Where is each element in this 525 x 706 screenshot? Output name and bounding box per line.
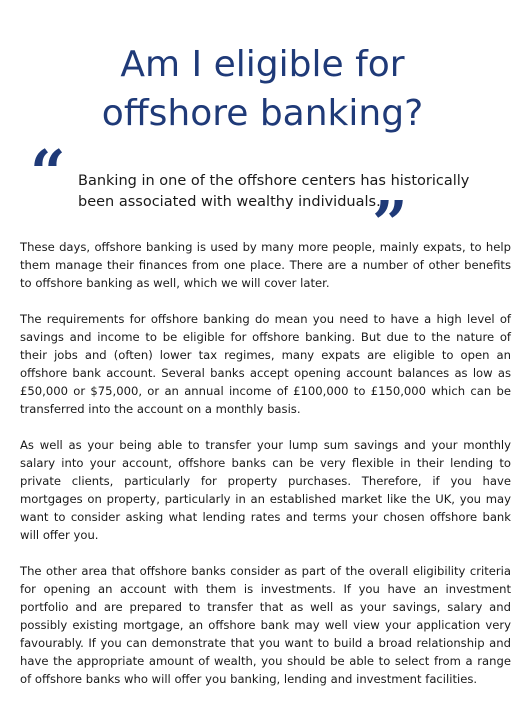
page-title bbox=[0, 40, 525, 138]
close-quote-mark-icon: ” bbox=[372, 187, 408, 260]
body-paragraph: The other area that offshore banks consider as part of the overall eligibility criteria for opening an account with them is investments. If you have an investment portfolio and are prepared to transfer that as well as your savings, salary and possibly existing mortgage, an offshore bank may well view your application very favourably. If you can demonstrate that you want to build a broad relationship and have the appropriate amount of wealth, you should be able to select from a range of offshore banks who will offer you banking, lending and investment facilities. bbox=[20, 564, 511, 686]
pull-quote: Banking in one of the offshore centers has historically been associated with wealthy individuals. bbox=[78, 173, 470, 210]
open-quote-mark-icon: “ bbox=[30, 136, 66, 209]
body-paragraph: As well as your being able to transfer your lump sum savings and your monthly salary into your account, offshore banks can be very flexible in their lending to private clients, particularly for property purchases. Therefore, if you have mortgages on property, particularly in an established market like the UK, you may want to consider asking what lending rates and terms your chosen offshore bank will offer you. bbox=[20, 438, 511, 542]
body-paragraph: The requirements for offshore banking do mean you need to have a high level of savings and income to be eligible for offshore banking. But due to the nature of their jobs and (often) lower tax regimes, many expats are eligible to open an offshore bank account. Several banks accept opening account balances as low as £50,000 or $75,000, or an annual income of £100,000 to £150,000 which can be transferred into the account on a monthly basis. bbox=[20, 312, 511, 416]
body-paragraph: These days, offshore banking is used by many more people, mainly expats, to help them manage their finances from one place. There are a number of other benefits to offshore banking as well, which we will cover later. bbox=[20, 240, 511, 290]
article-body bbox=[20, 238, 511, 706]
page-title-line-2: offshore banking? bbox=[101, 93, 424, 134]
page-title-line-1: Am I eligible for bbox=[120, 44, 405, 85]
